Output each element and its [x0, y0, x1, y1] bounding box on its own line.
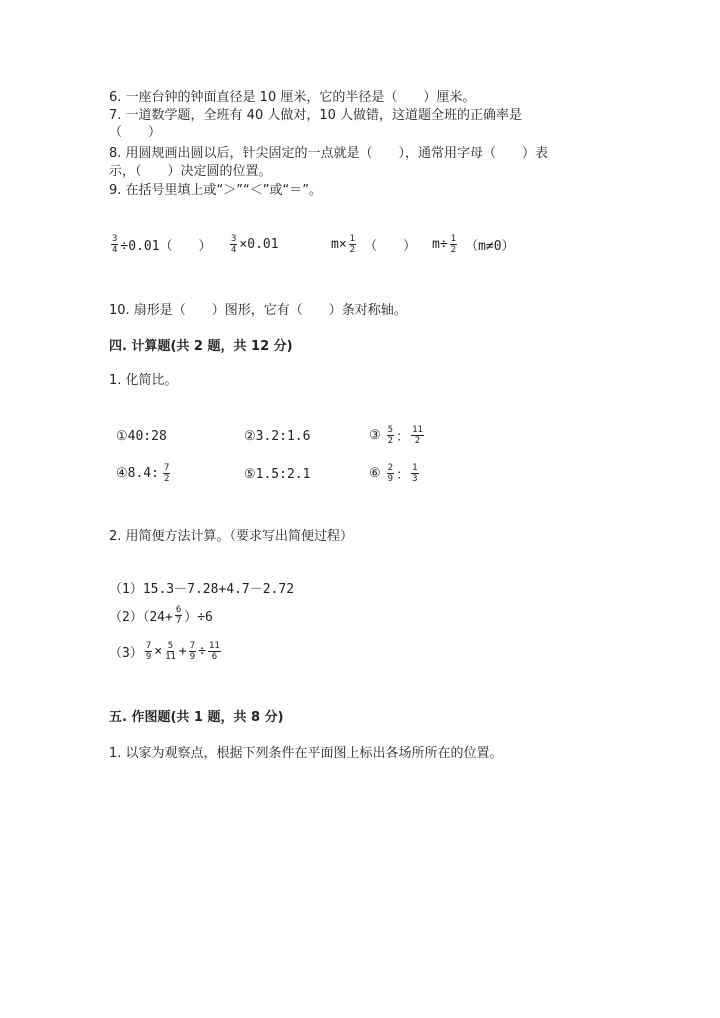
comparison-item-2: $\frac{3}{4}$ ×0.01	[231, 234, 279, 255]
fraction: $\frac{2}{9}$	[387, 463, 394, 484]
fraction: $\frac{3}{4}$	[112, 234, 118, 255]
fraction: $\frac{7}{2}$	[163, 463, 170, 484]
section-4-question-2: 2. 用简便方法计算。（要求写出简便过程）	[109, 529, 354, 544]
fraction: $\frac{11}{6}$	[209, 641, 220, 662]
question-6: 6. 一座台钟的钟面直径是 10 厘米，它的半径是（ ）厘米。	[109, 90, 476, 105]
question-10: 10. 扇形是（ ）图形，它有（ ）条对称轴。	[109, 303, 407, 318]
ratio-1: ①40:28	[116, 429, 167, 444]
question-8-line1: 8. 用圆规画出圆以后，针尖固定的一点就是（ ），通常用字母（ ）表	[109, 146, 549, 161]
question-9: 9. 在括号里填上或“＞”“＜”或“＝”。	[109, 183, 322, 198]
ratio-2: ②3.2:1.6	[244, 429, 311, 444]
fraction: $\frac{3}{4}$	[231, 234, 237, 255]
question-8-line2: 示，（ ）决定圆的位置。	[109, 164, 272, 179]
section-5-question-1: 1. 以家为观察点，根据下列条件在平面图上标出各场所所在的位置。	[109, 746, 503, 761]
fraction: $\frac{6}{7}$	[175, 605, 182, 626]
comparison-item-3: m× $\frac{1}{2}$ （ ）	[331, 234, 417, 255]
ratio-6: ⑥ $\frac{2}{9}$ ： $\frac{1}{3}$	[369, 463, 418, 484]
fraction: $\frac{1}{2}$	[450, 234, 457, 255]
question-7-line1: 7. 一道数学题，全班有 40 人做对，10 人做错，这道题全班的正确率是	[109, 108, 523, 123]
section-4-question-1: 1. 化简比。	[109, 373, 178, 388]
ratio-4: ④8.4: $\frac{7}{2}$	[116, 463, 170, 484]
fraction: $\frac{1}{2}$	[349, 234, 356, 255]
ratio-3: ③ $\frac{5}{2}$ ： $\frac{11}{2}$	[369, 425, 423, 446]
calc-1: （1）15.3－7.28+4.7－2.72	[109, 582, 295, 597]
fraction: $\frac{11}{2}$	[412, 425, 423, 446]
comparison-item-1: $\frac{3}{4}$ ÷0.01（ ）	[112, 234, 212, 255]
calc-3: （3） $\frac{7}{9}$ × $\frac{5}{11}$ + $\frac{7}{9}$ ÷ $\frac{11}{6}$	[109, 641, 220, 662]
fraction: $\frac{5}{2}$	[387, 425, 394, 446]
comparison-item-4: m÷ $\frac{1}{2}$ （m≠0）	[432, 234, 515, 255]
fraction: $\frac{7}{9}$	[189, 641, 196, 662]
calc-2: （2）（24+ $\frac{6}{7}$ ）÷6	[109, 605, 213, 626]
fraction: $\frac{7}{9}$	[145, 641, 152, 662]
question-7-line2: （ ）	[109, 125, 162, 140]
fraction: $\frac{5}{11}$	[165, 641, 176, 662]
ratio-5: ⑤1.5:2.1	[244, 467, 311, 482]
fraction: $\frac{1}{3}$	[412, 463, 418, 484]
section-4-title: 四. 计算题(共 2 题，共 12 分)	[109, 339, 293, 354]
section-5-title: 五. 作图题(共 1 题，共 8 分)	[109, 710, 284, 725]
